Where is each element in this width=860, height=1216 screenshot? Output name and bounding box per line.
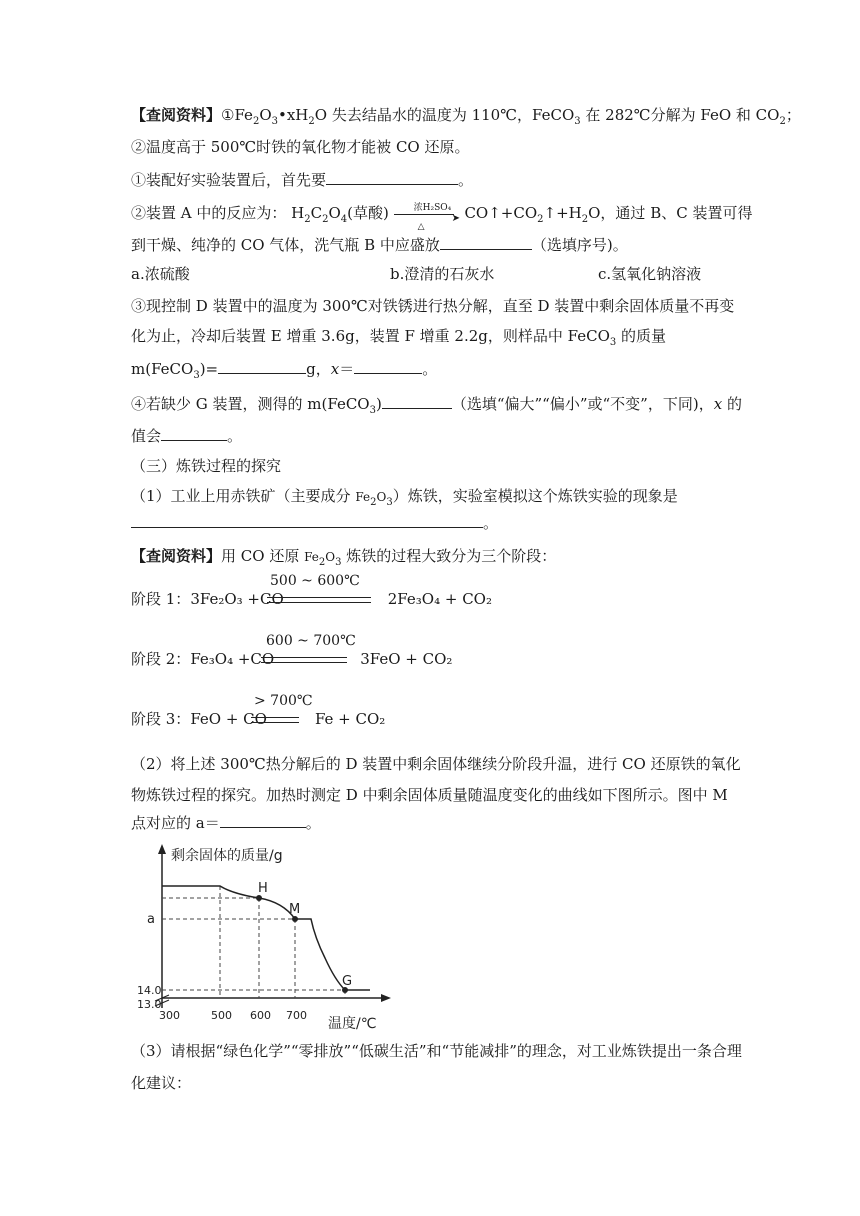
text: ②装置 A 中的反应为： xyxy=(131,204,287,222)
x-tick-300: 300 xyxy=(159,1009,180,1022)
text: ①装配好实验装置后，首先要 xyxy=(131,171,327,189)
stage-rhs: 2Fe₃O₄ + CO₂ xyxy=(387,590,492,608)
question-3-line-2: 化为止，冷却后装置 E 增重 3.6g，装置 F 增重 2.2g，则样品中 FeCO$_3$ 的质量 xyxy=(131,327,667,348)
equals-bar xyxy=(261,657,347,663)
answer-blank[interactable] xyxy=(326,169,458,185)
answer-blank[interactable] xyxy=(354,358,422,374)
reference-label: 【查阅资料】 xyxy=(131,106,222,124)
text: 值会 xyxy=(131,427,162,445)
answer-blank[interactable] xyxy=(161,425,227,441)
y-axis-arrow xyxy=(158,844,166,854)
stage-label: 阶段 1： xyxy=(131,590,191,608)
question-4-line-1: ④若缺少 G 装置，测得的 m(FeCO$_3$) （选填“偏大”“偏小”或“不变”，下同)，x 的 xyxy=(131,395,742,416)
mass-temperature-chart xyxy=(125,838,405,1033)
stage-label: 阶段 3： xyxy=(131,710,191,728)
formula: m(FeCO xyxy=(131,360,194,378)
formula: ↑+H xyxy=(543,204,582,222)
text: )= xyxy=(199,360,219,378)
option-a: a.浓硫酸 xyxy=(131,265,190,283)
formula: O xyxy=(588,204,601,222)
text: 在 282℃分解为 xyxy=(580,106,701,124)
formula-feo-co2: FeO 和 CO xyxy=(700,106,780,124)
stage-rhs: Fe + CO₂ xyxy=(314,710,386,728)
answer-blank[interactable] xyxy=(218,358,306,374)
text: 化为止，冷却后装置 E 增重 3.6g，装置 F 增重 2.2g，则样品中 xyxy=(131,327,568,345)
text: ＝ xyxy=(339,360,355,378)
formula: O xyxy=(328,204,341,222)
y-tick-13: 13.0 xyxy=(137,998,162,1011)
reference-line-2: ②温度高于 500℃时铁的氧化物才能被 CO 还原。 xyxy=(131,138,470,156)
stage-condition: 600 ~ 700℃ xyxy=(266,633,356,649)
part-1-line-2 xyxy=(131,512,498,534)
text: 炼铁的过程大致分为三个阶段： xyxy=(341,547,557,565)
text: ）炼铁，实验室模拟这个炼铁实验的现象是 xyxy=(392,487,678,505)
x-tick-700: 700 xyxy=(286,1009,307,1022)
stage-rhs: 3FeO + CO₂ xyxy=(360,650,453,668)
formula-feco3: FeCO xyxy=(532,106,575,124)
text: ； xyxy=(785,106,801,124)
text: ) xyxy=(375,395,382,413)
formula: FeCO xyxy=(567,327,610,345)
reference-label: 【查阅资料】 xyxy=(131,547,222,565)
y-tick-a: a xyxy=(147,912,155,927)
point-h-label: H xyxy=(258,881,268,896)
text: 到干燥、纯净的 CO 气体，洗气瓶 B 中应盛放 xyxy=(131,236,440,254)
text: 。 xyxy=(227,427,243,445)
text: •xH xyxy=(278,106,309,124)
part-2-line-3 xyxy=(131,812,321,834)
option-c: c.氢氧化钠溶液 xyxy=(598,265,702,283)
answer-blank[interactable] xyxy=(440,234,532,250)
part-3-line-1: （3）请根据“绿色化学”“零排放”“低碳生活”和“节能减排”的理念，对工业炼铁提出一条合理 xyxy=(131,1042,742,1060)
text: 的质量 xyxy=(616,327,667,345)
question-3-line-1: ③现控制 D 装置中的温度为 300℃对铁锈进行热分解，直至 D 装置中剩余固体质量不再变 xyxy=(131,297,735,315)
part-2-line-1: （2）将上述 300℃热分解后的 D 装置中剩余固体继续分阶段升温，进行 CO 还原铁的氧化 xyxy=(131,755,741,773)
reference-line-1: 【查阅资料】$①Fe_2O_3•xH_2O$ 失去结晶水的温度为 110℃，FeCO$_3$ 在 282℃分解为 FeO 和 $CO_2$； xyxy=(131,106,801,127)
formula: O xyxy=(325,550,336,564)
stage-condition: 500 ~ 600℃ xyxy=(270,573,360,589)
formula: Fe xyxy=(304,550,319,564)
text: 。 xyxy=(305,814,321,832)
variable-x: x xyxy=(330,360,340,378)
stage-lhs: Fe₃O₄ +CO xyxy=(190,650,275,668)
x-tick-500: 500 xyxy=(211,1009,232,1022)
mass-curve xyxy=(162,886,370,990)
part-2-line-2: 物炼铁过程的探究。加热时测定 D 中剩余固体质量随温度变化的曲线如下图所示。图中 M xyxy=(131,786,728,804)
formula: CO↑+CO xyxy=(464,204,538,222)
formula-fe2o3: Fe xyxy=(234,106,253,124)
equals-bar xyxy=(251,717,299,723)
point-m-label: M xyxy=(289,902,301,917)
equals-bar xyxy=(267,597,371,603)
text: 用 CO 还原 xyxy=(221,547,305,565)
text: 。 xyxy=(458,171,474,189)
formula: H xyxy=(291,204,305,222)
text: g， xyxy=(306,360,331,378)
text: O 失去结晶水的温度为 110℃， xyxy=(314,106,533,124)
text: ④若缺少 G 装置，测得的 m(FeCO xyxy=(131,395,370,413)
text: 的 xyxy=(722,395,742,413)
x-tick-600: 600 xyxy=(250,1009,271,1022)
text: （选填“偏大”“偏小”或“不变”，下同)， xyxy=(451,395,714,413)
part-3-line-2: 化建议： xyxy=(131,1074,192,1092)
text: 点对应的 a＝ xyxy=(131,814,220,832)
formula: O xyxy=(376,490,387,504)
question-1 xyxy=(131,169,473,191)
answer-blank[interactable] xyxy=(220,812,306,828)
question-3-line-3: m(FeCO$_3$)= g，x＝ 。 xyxy=(131,360,438,381)
text: （选填序号)。 xyxy=(531,236,628,254)
stage-lhs: 3Fe₂O₃ +CO xyxy=(190,590,284,608)
x-axis-label: 温度/℃ xyxy=(328,1016,377,1032)
point-g-label: G xyxy=(342,974,353,989)
text: 。 xyxy=(422,360,438,378)
arrow-condition-top: 浓H₂SO₄ xyxy=(413,203,452,213)
stage-lhs: FeO + CO xyxy=(190,710,267,728)
question-2-line-2 xyxy=(131,234,628,256)
formula: Fe xyxy=(355,490,371,504)
reaction-arrow: 浓H₂SO₄ ➤ △ xyxy=(394,207,460,221)
text: ，通过 B、C 装置可得 xyxy=(600,204,753,222)
part-1-line-1: （1）工业上用赤铁矿（主要成分 $Fe_2O_3$）炼铁，实验室模拟这个炼铁实验的现象是 xyxy=(131,487,678,508)
stage-condition: > 700℃ xyxy=(254,693,313,709)
section-title: （三）炼铁过程的探究 xyxy=(131,457,282,475)
text: (草酸) xyxy=(347,204,389,222)
answer-blank[interactable] xyxy=(131,512,483,528)
stage-label: 阶段 2： xyxy=(131,650,191,668)
text: （1）工业上用赤铁矿（主要成分 xyxy=(131,487,356,505)
variable-x: x xyxy=(713,395,723,413)
question-4-line-2 xyxy=(131,425,242,447)
x-axis-arrow xyxy=(381,994,391,1002)
answer-blank[interactable] xyxy=(382,393,452,409)
reference-2: 【查阅资料】用 CO 还原 $Fe_2O_3$ 炼铁的过程大致分为三个阶段： xyxy=(131,547,557,568)
y-axis-label: 剩余固体的质量/g xyxy=(171,848,283,864)
question-2-line-1: ②装置 A 中的反应为： $H_2C_2O_4$(草酸) 浓H₂SO₄ ➤ △ $CO↑+CO_2↑+H_2O$，通过 B、C 装置可得 xyxy=(131,202,752,224)
option-b: b.澄清的石灰水 xyxy=(390,265,495,283)
text: 。 xyxy=(483,514,499,532)
y-tick-14: 14.0 xyxy=(137,984,162,997)
arrow-condition-bottom: △ xyxy=(417,222,425,232)
formula: C xyxy=(310,204,323,222)
item-marker: ① xyxy=(221,106,235,124)
